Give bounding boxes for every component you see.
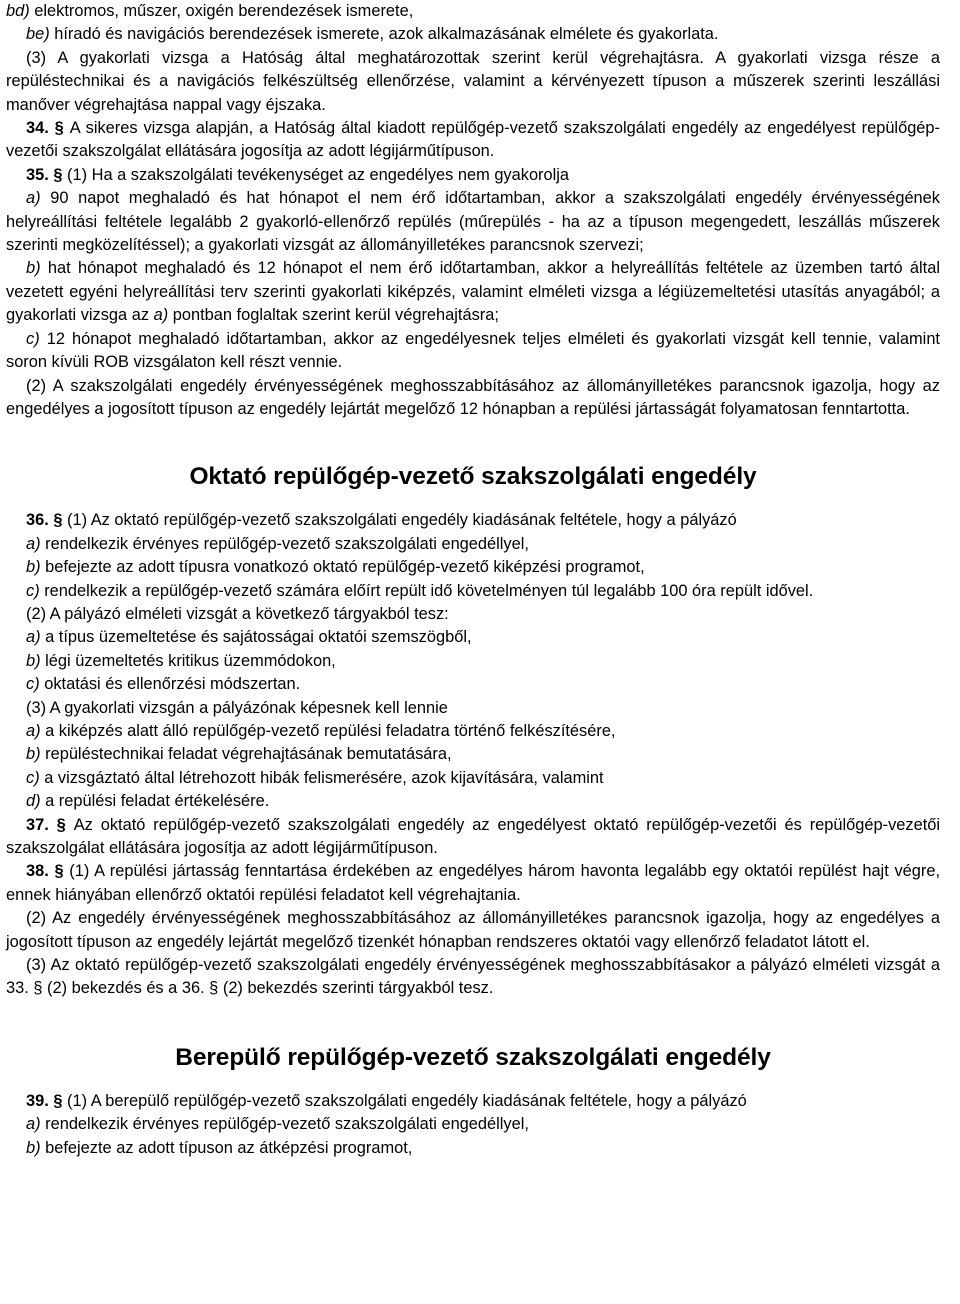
section-35 bbox=[6, 164, 940, 187]
paragraph bbox=[6, 0, 940, 23]
paragraph-text: rendelkezik érvényes repülőgép-vezető szakszolgálati engedéllyel, bbox=[40, 1115, 529, 1134]
list-item bbox=[6, 556, 940, 579]
section-38 bbox=[6, 860, 940, 907]
item-marker: c) bbox=[26, 768, 40, 787]
list-item bbox=[6, 790, 940, 813]
paragraph-text: (1) A berepülő repülőgép-vezető szakszolgálati engedély kiadásának feltétele, hogy a pályázó bbox=[67, 1091, 747, 1110]
list-item bbox=[6, 328, 940, 375]
paragraph-text: Az oktató repülőgép-vezető szakszolgálati engedély az engedélyest oktató repülőgép-vezetői és repülőgép-vezetői szakszolgálat ellátására jogosítja az adott légijárműtípuson. bbox=[6, 815, 941, 857]
paragraph-text: rendelkezik a repülőgép-vezető számára előírt repült idő követelményen túl legalább 100 óra repült idővel. bbox=[39, 581, 814, 600]
section-number: 39. § bbox=[26, 1091, 68, 1110]
paragraph-text: a repülési feladat értékelésére. bbox=[40, 792, 270, 811]
list-item bbox=[6, 673, 940, 696]
paragraph-text: (2) A szakszolgálati engedély érvényességének meghosszabbításához az állományilletékes parancsnok igazolja, hogy az engedélyes a jogosított típuson az engedély lejártát megelőző 12 hónapban a repülési jártasságát folyamatosan fenntartotta. bbox=[6, 376, 940, 418]
paragraph-text: repüléstechnikai feladat végrehajtásának bemutatására, bbox=[40, 745, 452, 764]
list-item bbox=[6, 580, 940, 603]
item-marker: c) bbox=[26, 581, 40, 600]
section-number: 38. § bbox=[26, 862, 70, 881]
paragraph-text: légi üzemeltetés kritikus üzemmódokon, bbox=[40, 651, 336, 670]
paragraph bbox=[6, 603, 940, 626]
section-number: 35. § bbox=[26, 165, 68, 184]
item-marker: b) bbox=[26, 259, 41, 278]
section-34 bbox=[6, 117, 940, 164]
item-marker: be) bbox=[26, 25, 50, 44]
item-marker: c) bbox=[26, 675, 40, 694]
paragraph-text: a típus üzemeltetése és sajátosságai oktatói szemszögből, bbox=[40, 628, 472, 647]
list-item bbox=[6, 187, 940, 257]
paragraph-text: oktatási és ellenőrzési módszertan. bbox=[39, 675, 301, 694]
list-item bbox=[6, 626, 940, 649]
paragraph bbox=[6, 23, 940, 46]
section-heading-berepulo: Berepülő repülőgép-vezető szakszolgálati engedély bbox=[175, 1043, 771, 1071]
paragraph bbox=[6, 697, 940, 720]
section-heading-oktato: Oktató repülőgép-vezető szakszolgálati engedély bbox=[189, 463, 757, 491]
paragraph-text: (1) A repülési jártasság fenntartása érdekében az engedélyes három havonta legalább egy oktatói repülést hajt végre, ennek hiányában ellenőrző oktatói repülési feladatot kell végrehajtania. bbox=[6, 862, 940, 904]
section-37 bbox=[6, 814, 940, 861]
item-marker: d) bbox=[26, 792, 41, 811]
item-marker: a) bbox=[26, 628, 41, 647]
section-39 bbox=[6, 1090, 940, 1113]
paragraph-text: hat hónapot meghaladó és 12 hónapot el nem érő időtartamban, akkor a helyreállítás feltétele az üzemben tartó által vezetett egyéni helyreállítási terv szerinti gyakorlati kiképzés, valamint elméleti vizsga a légiüzemeltetési utasítás anyagából; a gyakorlati vizsga az bbox=[6, 259, 940, 325]
paragraph-text: elektromos, műszer, oxigén berendezések ismerete, bbox=[29, 2, 414, 20]
paragraph-text: (1) Ha a szakszolgálati tevékenységet az engedélyes nem gyakorolja bbox=[67, 165, 570, 184]
item-marker: a) bbox=[26, 1115, 41, 1134]
paragraph-text: (2) Az engedély érvényességének meghosszabbításához az állományilletékes parancsnok igazolja, hogy az engedélyes a jogosított típuson az engedély lejártát megelőző tizenkét hónapban rendszeres oktatói vagy ellenőrző feladatot látott el. bbox=[6, 909, 940, 951]
list-item bbox=[6, 650, 940, 673]
list-item bbox=[6, 533, 940, 556]
list-item bbox=[6, 720, 940, 743]
paragraph-text: 12 hónapot meghaladó időtartamban, akkor az engedélyesnek teljes elméleti és gyakorlati vizsgát kell tennie, valamint soron kívüli ROB vizsgálaton kell részt vennie. bbox=[6, 329, 940, 372]
paragraph bbox=[6, 375, 940, 422]
paragraph-text: (3) A gyakorlati vizsgán a pályázónak képesnek kell lennie bbox=[26, 698, 448, 717]
paragraph-text: a kiképzés alatt álló repülőgép-vezető repülési feladatra történő felkészítésére, bbox=[40, 721, 616, 740]
paragraph-text: (3) A gyakorlati vizsga a Hatóság által meghatározottak szerint kerül végrehajtásra. A gyakorlati vizsga része a repüléstechnikai és a navigációs felkészültség ellenőrzése, valamint a kérvényezett típuson a műszerek szerinti leszállási manőver végrehajtása nappal vagy éjszaka. bbox=[6, 48, 940, 114]
list-item bbox=[6, 1137, 940, 1160]
paragraph-text: (3) Az oktató repülőgép-vezető szakszolgálati engedély érvényességének meghosszabbításakor a pályázó elméleti vizsgát a 33. § (2) bekezdés és a 36. § (2) bekezdés szerinti tárgyakból tesz. bbox=[6, 956, 940, 998]
item-marker: bd) bbox=[6, 2, 30, 20]
item-marker: b) bbox=[26, 651, 41, 670]
item-marker: a) bbox=[26, 534, 41, 553]
paragraph-text: híradó és navigációs berendezések ismerete, azok alkalmazásának elmélete és gyakorlata. bbox=[49, 25, 719, 44]
paragraph-text: befejezte az adott típusra vonatkozó oktató repülőgép-vezető kiképzési programot, bbox=[40, 558, 645, 577]
item-marker: c) bbox=[26, 329, 40, 348]
section-number: 36. § bbox=[26, 511, 68, 530]
section-36 bbox=[6, 509, 940, 532]
section-number: 37. § bbox=[26, 815, 74, 834]
list-item bbox=[6, 767, 940, 790]
document-page bbox=[6, 0, 940, 1160]
list-item bbox=[6, 257, 940, 327]
paragraph-text: (1) Az oktató repülőgép-vezető szakszolgálati engedély kiadásának feltétele, hogy a pályázó bbox=[67, 511, 737, 530]
list-item bbox=[6, 1113, 940, 1136]
list-item bbox=[6, 743, 940, 766]
paragraph-text: pontban foglaltak szerint kerül végrehajtásra; bbox=[168, 306, 499, 325]
paragraph-text: rendelkezik érvényes repülőgép-vezető szakszolgálati engedéllyel, bbox=[40, 534, 529, 553]
item-marker: b) bbox=[26, 558, 41, 577]
paragraph-text: 90 napot meghaladó és hat hónapot el nem érő időtartamban, akkor a szakszolgálati engedély érvényességének helyreállítási feltétele legalább 2 gyakorló-ellenőrző repülés (műrepülés - ha az a típuson megengedett, leszállás műszerek szerinti megközelítéssel); a gyakorlati vizsgát az állományilletékes parancsnok szervezi; bbox=[6, 189, 940, 255]
paragraph-text: A sikeres vizsga alapján, a Hatóság által kiadott repülőgép-vezető szakszolgálati engedély az engedélyest repülőgép-vezetői szakszolgálat ellátására jogosítja az adott légijárműtípuson. bbox=[6, 119, 940, 161]
section-number: 34. § bbox=[26, 119, 70, 138]
item-marker: a) bbox=[26, 189, 41, 208]
paragraph-text: befejezte az adott típuson az átképzési programot, bbox=[40, 1138, 413, 1157]
item-marker: a) bbox=[26, 721, 41, 740]
paragraph bbox=[6, 47, 940, 117]
item-marker: a) bbox=[153, 306, 169, 325]
paragraph bbox=[6, 954, 940, 1001]
item-marker: b) bbox=[26, 745, 41, 764]
paragraph-text: (2) A pályázó elméleti vizsgát a következő tárgyakból tesz: bbox=[26, 604, 449, 623]
paragraph bbox=[6, 907, 940, 954]
paragraph-text: a vizsgáztató által létrehozott hibák felismerésére, azok kijavítására, valamint bbox=[39, 768, 604, 787]
item-marker: b) bbox=[26, 1138, 41, 1157]
